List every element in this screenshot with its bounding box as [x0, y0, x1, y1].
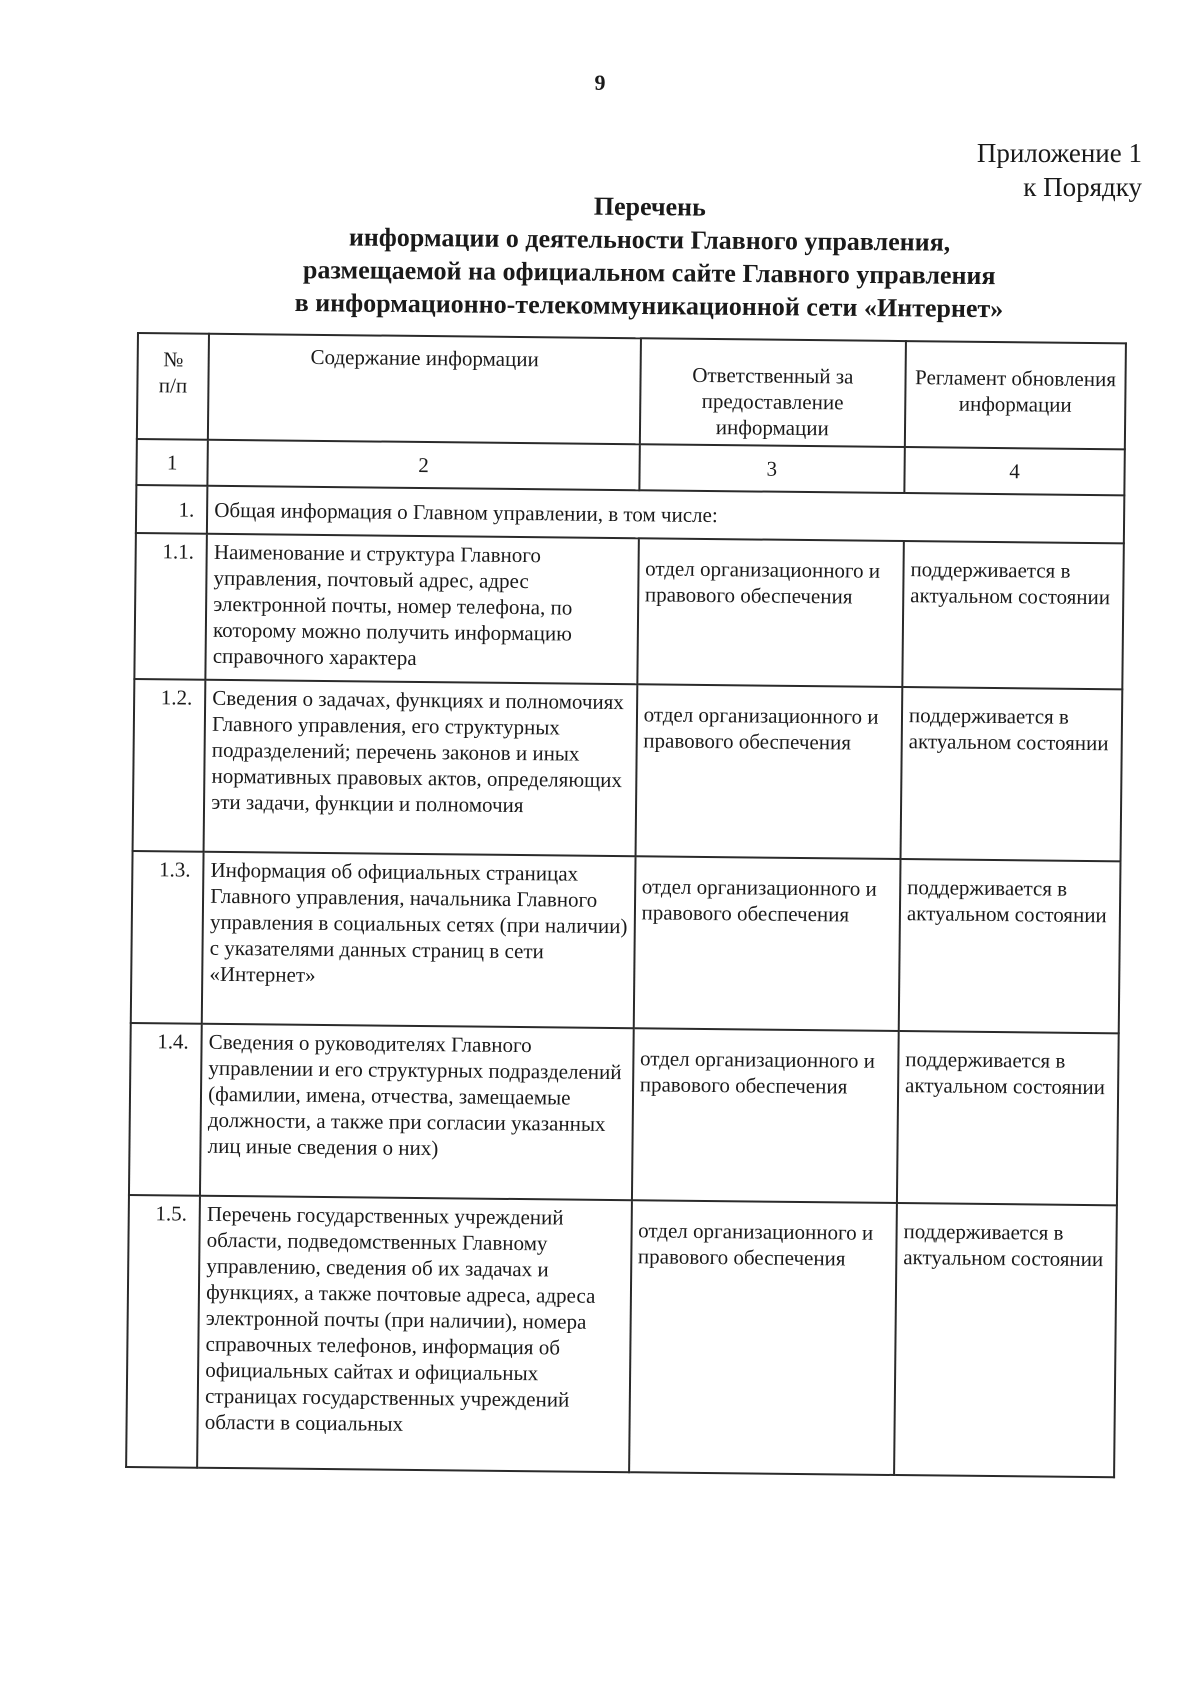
information-table: [125, 332, 1127, 1478]
row-content: Сведения о руководителях Главного управлении и его структурных подразделений (фамилии, имена, отчества, замещаемые должности, а также при согласии указанных лиц иные сведения о них): [200, 1024, 633, 1201]
table-header-row: [137, 333, 1126, 449]
row-num: 1.4.: [129, 1023, 202, 1196]
row-schedule: поддерживается в актуальном состоянии: [900, 687, 1122, 861]
column-number: 1: [136, 439, 208, 486]
row-responsible: отдел организационного и правового обеспечения: [635, 684, 902, 859]
row-responsible: отдел организационного и правового обеспечения: [629, 1200, 897, 1475]
row-content: Сведения о задачах, функциях и полномочиях Главного управления, его структурных подразделений; перечень законов и иных нормативных правовых актов, определяющих эти задачи, функции и полномочия: [204, 680, 637, 857]
page-number: 9: [594, 70, 606, 95]
header-schedule: Регламент обновления информации: [905, 341, 1126, 449]
row-content: Наименование и структура Главного управления, почтовый адрес, адрес электронной почты, номер телефона, по которому можно получить информацию справочного характера: [206, 534, 639, 685]
appendix-line-2: к Порядку: [1023, 172, 1142, 202]
document-title: [179, 186, 1120, 326]
section-num: 1.: [136, 485, 208, 534]
title-line-3: размещаемой на официальном сайте Главного управления: [302, 255, 996, 291]
row-num: 1.3.: [131, 851, 204, 1024]
row-content: Перечень государственных учреждений области, подведомственных Главному управлению, сведения об их задачах и функциях, а также почтовые адреса, адреса электронной почты (при наличии), номера справочных телефонов, информация об официальных сайтах и официальных страницах государственных учреждений области в социальных: [197, 1196, 631, 1473]
row-num: 1.2.: [133, 679, 206, 852]
row-num: 1.1.: [134, 533, 207, 680]
row-num: 1.5.: [126, 1195, 200, 1468]
header-responsible: Ответственный за предоставление информации: [639, 338, 905, 447]
row-schedule: поддерживается в актуальном состоянии: [894, 1203, 1117, 1477]
row-schedule: поддерживается в актуальном состоянии: [899, 859, 1121, 1033]
row-responsible: отдел организационного и правового обеспечения: [633, 856, 900, 1031]
row-responsible: отдел организационного и правового обеспечения: [632, 1028, 899, 1203]
header-num: № п/п: [137, 333, 209, 440]
row-responsible: отдел организационного и правового обеспечения: [637, 538, 904, 687]
section-title: Общая информация о Главном управлении, в том числе:: [207, 486, 1124, 544]
row-schedule: поддерживается в актуальном состоянии: [897, 1031, 1119, 1205]
appendix-line-1: Приложение 1: [976, 138, 1142, 168]
title-line-2: информации о деятельности Главного управления,: [348, 222, 951, 257]
table-row: [133, 679, 1123, 861]
table-row: [131, 851, 1121, 1033]
row-content: Информация об официальных страницах Главного управления, начальника Главного управления в социальных сетях (при наличии) с указателями данных страниц в сети «Интернет»: [202, 852, 635, 1029]
title-line-4: в информационно-телекоммуникационной сети «Интернет»: [294, 288, 1004, 324]
column-number: 3: [639, 444, 905, 493]
title-line-1: Перечень: [593, 191, 706, 222]
column-number: 4: [904, 447, 1125, 495]
table-row: [134, 533, 1123, 689]
header-content: Содержание информации: [208, 334, 641, 445]
column-number: 2: [208, 440, 640, 491]
table-row: [129, 1023, 1119, 1205]
table-row: [126, 1195, 1117, 1477]
row-schedule: поддерживается в актуальном состоянии: [902, 541, 1124, 689]
